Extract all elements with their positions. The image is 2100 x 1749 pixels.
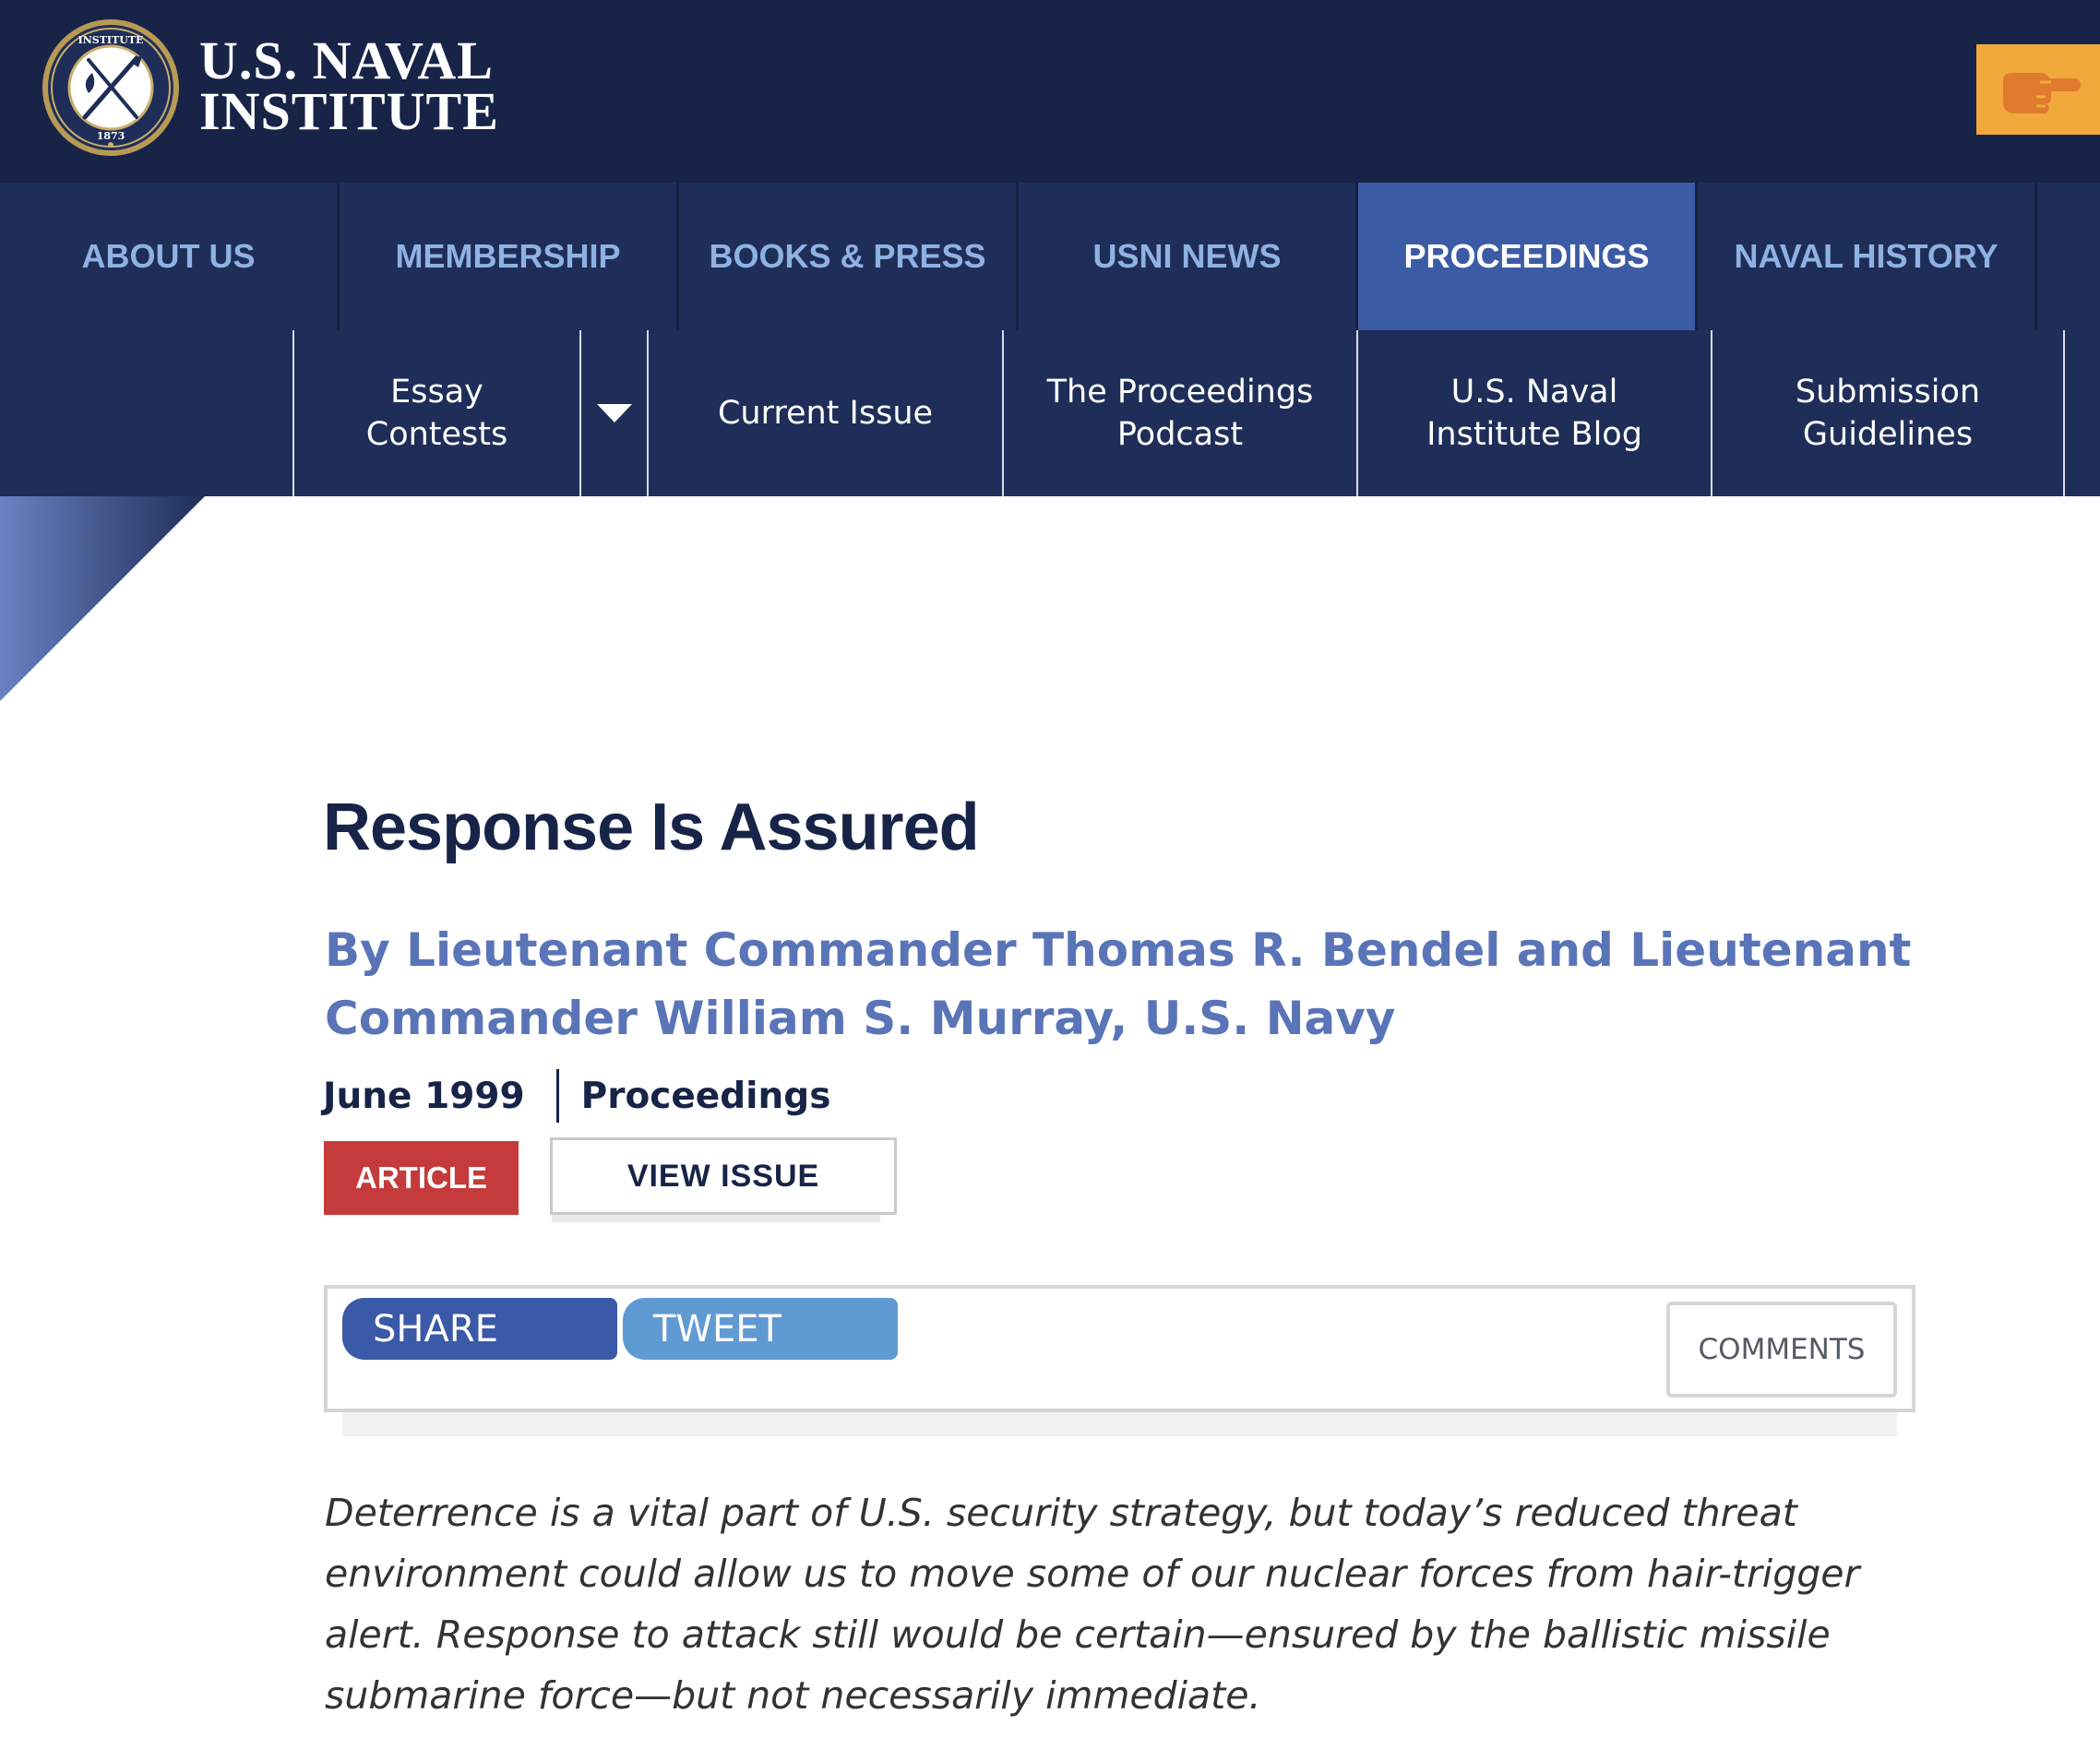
wordmark-line-2: INSTITUTE [199, 81, 499, 141]
nav-membership[interactable]: MEMBERSHIP [340, 183, 679, 330]
current-issue-label: Current Issue [717, 395, 934, 432]
nav-usni-news[interactable]: USNI NEWS [1019, 183, 1358, 330]
article-title: Response Is Assured [323, 791, 979, 864]
meta-divider [556, 1069, 559, 1123]
blog-line-1: U.S. Naval [1450, 374, 1618, 410]
pointing-hand-icon [1994, 60, 2082, 119]
article-date: June 1999 [323, 1075, 525, 1117]
proceedings-subnav [0, 330, 2100, 496]
view-issue-shadow [552, 1215, 880, 1222]
article-byline[interactable]: By Lieutenant Commander Thomas R. Bendel and Lieutenant Commander William S. Murray, U.S. Navy [325, 923, 1912, 1045]
article-meta [323, 1068, 830, 1124]
nav-about-us[interactable]: ABOUT US [0, 183, 340, 330]
guidelines-line-1: Submission [1795, 374, 1981, 410]
menu-toggle-button[interactable] [1976, 44, 2100, 135]
nav-books-press[interactable]: BOOKS & PRESS [679, 183, 1019, 330]
blog-line-2: Institute Blog [1426, 416, 1642, 453]
svg-text:INSTITUTE: INSTITUTE [78, 34, 144, 46]
site-header [0, 0, 2100, 183]
subnav-submission-guidelines[interactable] [1711, 330, 2065, 496]
article-publication[interactable]: Proceedings [580, 1075, 831, 1117]
usni-seal-logo[interactable] [41, 18, 181, 158]
decorative-corner [0, 496, 205, 701]
subnav-institute-blog[interactable] [1356, 330, 1711, 496]
caret-down-icon [597, 404, 632, 422]
comments-button[interactable]: COMMENTS [1666, 1302, 1897, 1398]
nav-proceedings[interactable]: PROCEEDINGS [1358, 183, 1698, 330]
share-button[interactable]: SHARE [342, 1298, 617, 1360]
share-bar-shadow [342, 1412, 1897, 1436]
tweet-button[interactable]: TWEET [623, 1298, 898, 1360]
essay-contests-line-2: Contests [365, 416, 508, 453]
site-wordmark[interactable] [199, 30, 499, 141]
subnav-current-issue[interactable] [647, 330, 1002, 496]
podcast-line-1: The Proceedings [1046, 374, 1314, 410]
main-navigation [0, 183, 2100, 330]
podcast-line-2: Podcast [1116, 416, 1244, 453]
guidelines-line-2: Guidelines [1802, 416, 1974, 453]
view-issue-button[interactable]: VIEW ISSUE [550, 1137, 897, 1215]
article-type-badge[interactable]: ARTICLE [324, 1141, 519, 1215]
subnav-essay-contests[interactable] [292, 330, 579, 496]
svg-text:1873: 1873 [96, 130, 125, 142]
essay-contests-line-1: Essay [390, 374, 483, 410]
subnav-proceedings-podcast[interactable] [1002, 330, 1356, 496]
subnav-dropdown-toggle[interactable] [579, 330, 647, 496]
wordmark-line-1: U.S. NAVAL [199, 30, 494, 90]
article-lede: Deterrence is a vital part of U.S. security strategy, but today’s reduced threat environment could allow us to move some of our nuclear forces from hair-trigger alert. Response to attack still would be certain—ensured by the ballistic missile submarine force—but not necessarily immediate. [325, 1491, 1860, 1718]
nav-naval-history[interactable]: NAVAL HISTORY [1698, 183, 2037, 330]
